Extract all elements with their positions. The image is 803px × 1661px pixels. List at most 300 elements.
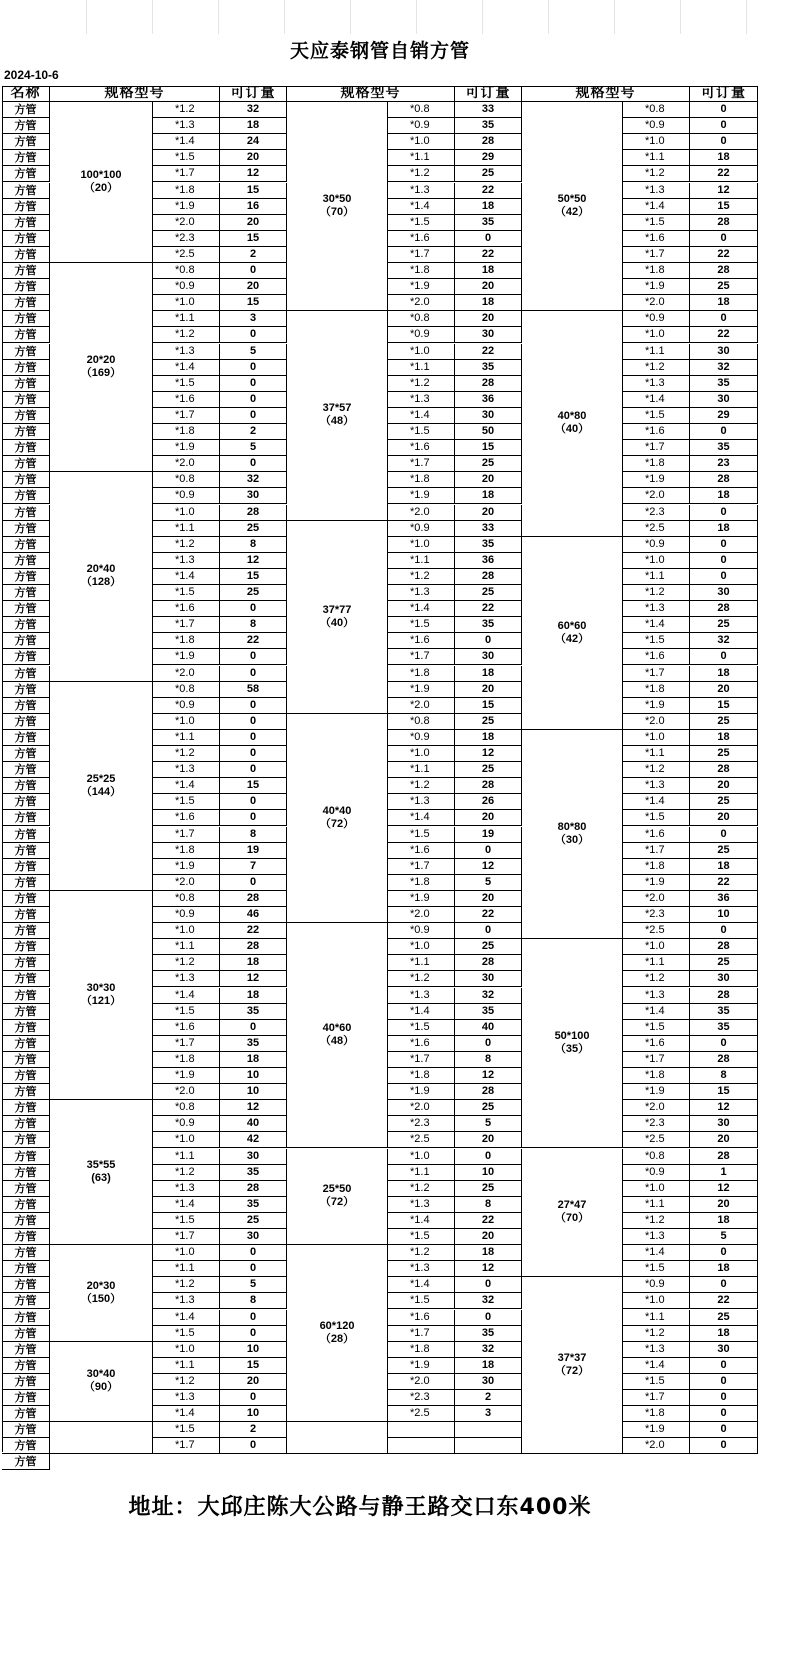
spec-group-label <box>287 923 388 1148</box>
thickness-cell: *1.4 <box>388 810 455 826</box>
thickness-cell: *1.4 <box>388 601 455 617</box>
quantity-cell: 0 <box>455 1149 522 1165</box>
quantity-cell: 18 <box>690 521 758 537</box>
thickness-cell: *1.3 <box>623 376 690 392</box>
thickness-cell: *1.1 <box>623 746 690 762</box>
quantity-cell: 0 <box>220 360 287 376</box>
thickness-cell: *1.7 <box>388 649 455 665</box>
quantity-cell: 28 <box>455 569 522 585</box>
quantity-cell: 5 <box>455 1116 522 1132</box>
quantity-cell: 25 <box>455 714 522 730</box>
thickness-cell: *1.8 <box>623 1406 690 1422</box>
spec-total: （128） <box>80 576 122 589</box>
thickness-cell: *1.3 <box>388 988 455 1004</box>
thickness-cell: *1.9 <box>623 279 690 295</box>
quantity-cell: 23 <box>690 456 758 472</box>
product-name-cell: 方管 <box>2 1310 50 1326</box>
quantity-cell: 12 <box>690 1100 758 1116</box>
quantity-cell: 35 <box>690 440 758 456</box>
thickness-cell: *2.3 <box>623 1116 690 1132</box>
thickness-cell: *1.8 <box>388 263 455 279</box>
product-name-cell: 方管 <box>2 1454 50 1470</box>
thickness-cell: *1.6 <box>388 843 455 859</box>
thickness-cell: *1.0 <box>623 1181 690 1197</box>
thickness-cell <box>388 1422 455 1438</box>
quantity-cell: 10 <box>455 1165 522 1181</box>
quantity-cell: 15 <box>220 569 287 585</box>
quantity-cell: 0 <box>690 118 758 134</box>
thickness-cell: *0.9 <box>388 521 455 537</box>
spec-group-label <box>287 521 388 714</box>
thickness-cell: *1.1 <box>388 553 455 569</box>
quantity-cell: 28 <box>690 1149 758 1165</box>
quantity-cell: 22 <box>455 907 522 923</box>
quantity-cell: 20 <box>220 150 287 166</box>
thickness-cell: *0.8 <box>388 102 455 118</box>
thickness-cell: *1.2 <box>388 166 455 182</box>
quantity-cell: 22 <box>455 601 522 617</box>
thickness-cell: *1.8 <box>388 1068 455 1084</box>
thickness-cell: *1.9 <box>623 1084 690 1100</box>
thickness-cell: *1.8 <box>153 1052 220 1068</box>
thickness-cell: *1.4 <box>388 408 455 424</box>
quantity-cell: 0 <box>455 1036 522 1052</box>
quantity-cell: 12 <box>455 1261 522 1277</box>
thickness-cell: *1.7 <box>153 1229 220 1245</box>
quantity-cell: 20 <box>690 682 758 698</box>
quantity-cell: 28 <box>690 1052 758 1068</box>
thickness-cell: *1.0 <box>388 1149 455 1165</box>
thickness-cell: *1.2 <box>153 1165 220 1181</box>
quantity-cell: 29 <box>690 408 758 424</box>
quantity-cell: 8 <box>220 1293 287 1309</box>
product-name-cell: 方管 <box>2 1181 50 1197</box>
quantity-cell: 28 <box>690 601 758 617</box>
thickness-cell: *1.6 <box>623 649 690 665</box>
product-name-cell: 方管 <box>2 1358 50 1374</box>
product-name-cell: 方管 <box>2 505 50 521</box>
spec-group-label <box>522 537 623 730</box>
thickness-cell: *1.7 <box>623 666 690 682</box>
quantity-cell: 28 <box>690 472 758 488</box>
product-name-cell: 方管 <box>2 907 50 923</box>
quantity-cell: 10 <box>220 1068 287 1084</box>
thickness-cell: *1.9 <box>388 1084 455 1100</box>
quantity-cell: 28 <box>220 891 287 907</box>
quantity-cell: 12 <box>220 553 287 569</box>
product-name-cell: 方管 <box>2 682 50 698</box>
quantity-cell: 30 <box>220 1149 287 1165</box>
spec-size: 25*25 <box>86 772 116 785</box>
quantity-cell: 5 <box>455 875 522 891</box>
thickness-cell: *1.7 <box>388 456 455 472</box>
thickness-cell: *1.1 <box>623 569 690 585</box>
quantity-cell: 18 <box>220 1052 287 1068</box>
quantity-cell: 18 <box>455 1358 522 1374</box>
quantity-cell: 0 <box>220 649 287 665</box>
quantity-cell: 32 <box>690 360 758 376</box>
quantity-cell: 28 <box>455 376 522 392</box>
thickness-cell: *1.0 <box>623 327 690 343</box>
spec-total: （30） <box>554 834 590 847</box>
thickness-cell: *1.5 <box>153 1422 220 1438</box>
thickness-cell: *1.9 <box>388 488 455 504</box>
thickness-cell: *2.0 <box>388 1100 455 1116</box>
quantity-cell: 36 <box>455 392 522 408</box>
product-name-cell: 方管 <box>2 698 50 714</box>
thickness-cell: *1.2 <box>153 955 220 971</box>
thickness-cell: *1.3 <box>153 344 220 360</box>
quantity-cell: 22 <box>455 247 522 263</box>
spec-group-label <box>522 1149 623 1278</box>
thickness-cell: *2.3 <box>623 907 690 923</box>
spec-size: 27*47 <box>557 1199 587 1212</box>
product-name-cell: 方管 <box>2 408 50 424</box>
quantity-cell: 18 <box>690 295 758 311</box>
thickness-cell: *1.8 <box>153 424 220 440</box>
thickness-cell: *1.8 <box>153 633 220 649</box>
thickness-cell: *1.3 <box>388 183 455 199</box>
thickness-cell: *0.8 <box>153 263 220 279</box>
thickness-cell: *1.8 <box>388 875 455 891</box>
spec-total: （28） <box>319 1333 355 1346</box>
quantity-cell: 0 <box>690 1358 758 1374</box>
quantity-cell: 30 <box>220 1229 287 1245</box>
quantity-cell: 18 <box>690 859 758 875</box>
thickness-cell: *2.5 <box>623 521 690 537</box>
thickness-cell: *1.2 <box>388 1181 455 1197</box>
quantity-cell: 20 <box>455 682 522 698</box>
quantity-cell: 10 <box>220 1084 287 1100</box>
quantity-cell: 35 <box>455 360 522 376</box>
spec-group-label <box>287 311 388 520</box>
quantity-cell: 22 <box>455 183 522 199</box>
quantity-cell: 15 <box>220 231 287 247</box>
quantity-cell: 0 <box>220 601 287 617</box>
thickness-cell: *1.7 <box>623 1052 690 1068</box>
quantity-cell: 15 <box>690 199 758 215</box>
thickness-cell: *1.7 <box>388 247 455 263</box>
quantity-cell: 28 <box>690 762 758 778</box>
quantity-cell: 20 <box>455 810 522 826</box>
thickness-cell: *1.3 <box>153 971 220 987</box>
thickness-cell: *1.5 <box>153 794 220 810</box>
thickness-cell: *2.0 <box>153 456 220 472</box>
quantity-cell: 50 <box>455 424 522 440</box>
thickness-cell: *1.5 <box>623 1374 690 1390</box>
thickness-cell: *1.4 <box>623 617 690 633</box>
thickness-cell: *1.3 <box>388 585 455 601</box>
thickness-cell: *2.3 <box>153 231 220 247</box>
thickness-cell: *1.4 <box>623 1245 690 1261</box>
product-name-cell: 方管 <box>2 295 50 311</box>
thickness-cell: *1.6 <box>388 231 455 247</box>
quantity-cell: 18 <box>690 1261 758 1277</box>
product-name-cell: 方管 <box>2 1293 50 1309</box>
thickness-cell: *1.5 <box>388 617 455 633</box>
product-name-cell: 方管 <box>2 1020 50 1036</box>
thickness-cell: *0.9 <box>153 907 220 923</box>
thickness-cell: *1.3 <box>623 988 690 1004</box>
spec-total: （72） <box>319 817 355 830</box>
thickness-cell: *1.7 <box>153 617 220 633</box>
thickness-cell: *1.5 <box>153 1004 220 1020</box>
thickness-cell: *1.4 <box>153 1310 220 1326</box>
spec-total: （72） <box>554 1365 590 1378</box>
thickness-cell: *2.0 <box>388 295 455 311</box>
quantity-cell: 42 <box>220 1132 287 1148</box>
quantity-cell: 0 <box>690 1277 758 1293</box>
thickness-cell: *1.6 <box>388 633 455 649</box>
quantity-cell: 0 <box>690 1374 758 1390</box>
product-name-cell: 方管 <box>2 553 50 569</box>
spec-group-label <box>287 102 388 311</box>
thickness-cell: *1.3 <box>153 1181 220 1197</box>
spec-group-label <box>522 1277 623 1454</box>
quantity-cell: 18 <box>690 1326 758 1342</box>
thickness-cell: *1.9 <box>388 682 455 698</box>
spec-group-label <box>522 939 623 1148</box>
product-name-cell: 方管 <box>2 118 50 134</box>
product-name-cell: 方管 <box>2 569 50 585</box>
thickness-cell: *1.7 <box>388 1326 455 1342</box>
thickness-cell: *0.9 <box>153 279 220 295</box>
product-name-cell: 方管 <box>2 472 50 488</box>
thickness-cell: *1.7 <box>153 827 220 843</box>
quantity-cell: 58 <box>220 682 287 698</box>
thickness-cell: *1.5 <box>623 633 690 649</box>
quantity-cell: 30 <box>690 585 758 601</box>
product-name-cell: 方管 <box>2 1116 50 1132</box>
spec-group-label <box>287 1422 388 1454</box>
thickness-cell: *1.0 <box>623 1293 690 1309</box>
thickness-cell: *1.2 <box>623 1213 690 1229</box>
thickness-cell: *1.2 <box>153 327 220 343</box>
thickness-cell: *1.1 <box>388 955 455 971</box>
quantity-cell: 0 <box>220 730 287 746</box>
quantity-cell: 5 <box>220 440 287 456</box>
quantity-cell: 25 <box>690 1310 758 1326</box>
quantity-cell: 30 <box>220 488 287 504</box>
quantity-cell: 32 <box>220 102 287 118</box>
product-name-cell: 方管 <box>2 601 50 617</box>
thickness-cell: *1.0 <box>623 134 690 150</box>
quantity-cell: 12 <box>455 746 522 762</box>
thickness-cell: *1.2 <box>623 1326 690 1342</box>
quantity-cell: 0 <box>690 1245 758 1261</box>
thickness-cell: *1.2 <box>388 569 455 585</box>
product-name-cell: 方管 <box>2 1326 50 1342</box>
spec-size: 50*100 <box>554 1030 590 1043</box>
quantity-cell: 28 <box>690 939 758 955</box>
thickness-cell: *1.0 <box>388 344 455 360</box>
product-name-cell: 方管 <box>2 102 50 118</box>
thickness-cell: *1.6 <box>623 827 690 843</box>
product-name-cell: 方管 <box>2 215 50 231</box>
product-name-cell: 方管 <box>2 585 50 601</box>
spec-total: （42） <box>554 206 590 219</box>
thickness-cell: *1.3 <box>153 118 220 134</box>
quantity-cell: 35 <box>455 118 522 134</box>
quantity-cell: 0 <box>690 1036 758 1052</box>
quantity-cell: 20 <box>455 311 522 327</box>
thickness-cell: *1.6 <box>388 440 455 456</box>
spec-total: （48） <box>319 415 355 428</box>
thickness-cell: *1.4 <box>153 360 220 376</box>
quantity-cell: 20 <box>690 1132 758 1148</box>
quantity-cell: 0 <box>455 633 522 649</box>
thickness-cell: *1.2 <box>623 971 690 987</box>
quantity-cell: 22 <box>690 1293 758 1309</box>
quantity-cell: 30 <box>690 1342 758 1358</box>
product-name-cell: 方管 <box>2 1149 50 1165</box>
thickness-cell: *1.9 <box>623 698 690 714</box>
thickness-cell: *1.8 <box>623 263 690 279</box>
product-name-cell: 方管 <box>2 311 50 327</box>
product-name-cell: 方管 <box>2 1229 50 1245</box>
quantity-cell: 0 <box>220 1438 287 1454</box>
product-name-cell: 方管 <box>2 1068 50 1084</box>
thickness-cell: *2.5 <box>153 247 220 263</box>
thickness-cell: *2.0 <box>623 1438 690 1454</box>
product-name-cell: 方管 <box>2 1342 50 1358</box>
spec-total: （20） <box>83 182 119 194</box>
quantity-cell: 29 <box>455 150 522 166</box>
thickness-cell: *1.9 <box>623 472 690 488</box>
thickness-cell: *0.9 <box>623 537 690 553</box>
quantity-cell: 0 <box>220 1261 287 1277</box>
quantity-cell: 28 <box>220 1181 287 1197</box>
page-title: 天应泰钢管自销方管 <box>289 40 470 62</box>
thickness-cell: *1.7 <box>153 408 220 424</box>
thickness-cell: *1.6 <box>388 1036 455 1052</box>
thickness-cell: *1.1 <box>623 1310 690 1326</box>
product-name-cell: 方管 <box>2 456 50 472</box>
thickness-cell: *0.8 <box>388 311 455 327</box>
thickness-cell: *1.7 <box>623 247 690 263</box>
thickness-cell: *1.7 <box>623 440 690 456</box>
quantity-cell: 18 <box>220 118 287 134</box>
quantity-cell: 35 <box>220 1197 287 1213</box>
quantity-cell: 0 <box>220 762 287 778</box>
quantity-cell: 18 <box>455 730 522 746</box>
spec-size: 37*77 <box>322 603 352 616</box>
spec-group-label <box>50 1422 153 1454</box>
thickness-cell: *1.0 <box>623 939 690 955</box>
quantity-cell: 28 <box>455 1084 522 1100</box>
quantity-cell: 32 <box>690 633 758 649</box>
thickness-cell: *1.0 <box>153 923 220 939</box>
quantity-cell: 0 <box>690 1406 758 1422</box>
quantity-cell: 18 <box>220 988 287 1004</box>
spec-group-label <box>522 730 623 939</box>
thickness-cell: *1.4 <box>388 199 455 215</box>
thickness-cell: *1.3 <box>623 183 690 199</box>
quantity-cell: 0 <box>220 1245 287 1261</box>
thickness-cell: *1.0 <box>153 505 220 521</box>
quantity-cell: 18 <box>455 295 522 311</box>
thickness-cell: *1.7 <box>388 1052 455 1068</box>
quantity-cell: 25 <box>220 585 287 601</box>
quantity-cell: 30 <box>690 971 758 987</box>
spec-size: 30*30 <box>86 982 116 995</box>
quantity-cell: 18 <box>690 150 758 166</box>
quantity-cell: 20 <box>690 810 758 826</box>
quantity-cell: 15 <box>220 183 287 199</box>
quantity-cell: 0 <box>220 714 287 730</box>
thickness-cell: *1.0 <box>153 1245 220 1261</box>
quantity-cell: 30 <box>690 392 758 408</box>
thickness-cell: *1.5 <box>388 827 455 843</box>
thickness-cell: *1.1 <box>623 150 690 166</box>
thickness-cell: *2.0 <box>623 1100 690 1116</box>
quantity-cell: 22 <box>455 344 522 360</box>
quantity-cell: 0 <box>220 746 287 762</box>
thickness-cell: *1.0 <box>388 134 455 150</box>
quantity-cell: 0 <box>690 569 758 585</box>
quantity-cell: 35 <box>455 215 522 231</box>
product-name-cell: 方管 <box>2 988 50 1004</box>
thickness-cell: *1.2 <box>153 102 220 118</box>
thickness-cell: *1.8 <box>388 1342 455 1358</box>
product-name-cell: 方管 <box>2 440 50 456</box>
thickness-cell: *1.4 <box>153 778 220 794</box>
quantity-cell: 22 <box>220 923 287 939</box>
product-name-cell: 方管 <box>2 1084 50 1100</box>
thickness-cell: *1.2 <box>153 537 220 553</box>
thickness-cell: *1.0 <box>623 730 690 746</box>
thickness-cell: *1.1 <box>153 939 220 955</box>
thickness-cell: *1.5 <box>623 408 690 424</box>
spec-group-label <box>287 1245 388 1422</box>
header-qty: 可订量 <box>690 86 758 102</box>
thickness-cell: *1.3 <box>153 553 220 569</box>
thickness-cell: *1.9 <box>623 1422 690 1438</box>
thickness-cell: *1.6 <box>153 810 220 826</box>
quantity-cell: 20 <box>455 891 522 907</box>
quantity-cell: 0 <box>220 263 287 279</box>
thickness-cell: *1.5 <box>388 1229 455 1245</box>
quantity-cell: 16 <box>220 199 287 215</box>
quantity-cell: 0 <box>690 102 758 118</box>
quantity-cell: 28 <box>220 505 287 521</box>
thickness-cell: *1.4 <box>153 1406 220 1422</box>
thickness-cell: *1.6 <box>153 1020 220 1036</box>
quantity-cell: 0 <box>220 1390 287 1406</box>
product-name-cell: 方管 <box>2 1261 50 1277</box>
product-name-cell: 方管 <box>2 327 50 343</box>
thickness-cell: *1.5 <box>153 376 220 392</box>
thickness-cell: *1.2 <box>153 1374 220 1390</box>
quantity-cell: 20 <box>455 1229 522 1245</box>
quantity-cell: 25 <box>455 939 522 955</box>
thickness-cell: *1.9 <box>153 649 220 665</box>
quantity-cell: 8 <box>220 617 287 633</box>
product-name-cell: 方管 <box>2 971 50 987</box>
thickness-cell: *1.2 <box>388 971 455 987</box>
product-name-cell: 方管 <box>2 183 50 199</box>
quantity-cell: 5 <box>220 1277 287 1293</box>
quantity-cell: 30 <box>455 649 522 665</box>
thickness-cell: *1.5 <box>623 810 690 826</box>
product-name-cell: 方管 <box>2 1277 50 1293</box>
thickness-cell: *1.4 <box>388 1213 455 1229</box>
thickness-cell: *1.2 <box>388 376 455 392</box>
quantity-cell: 0 <box>690 134 758 150</box>
spec-total: （48） <box>319 1035 355 1048</box>
quantity-cell: 0 <box>455 231 522 247</box>
quantity-cell: 0 <box>690 1422 758 1438</box>
